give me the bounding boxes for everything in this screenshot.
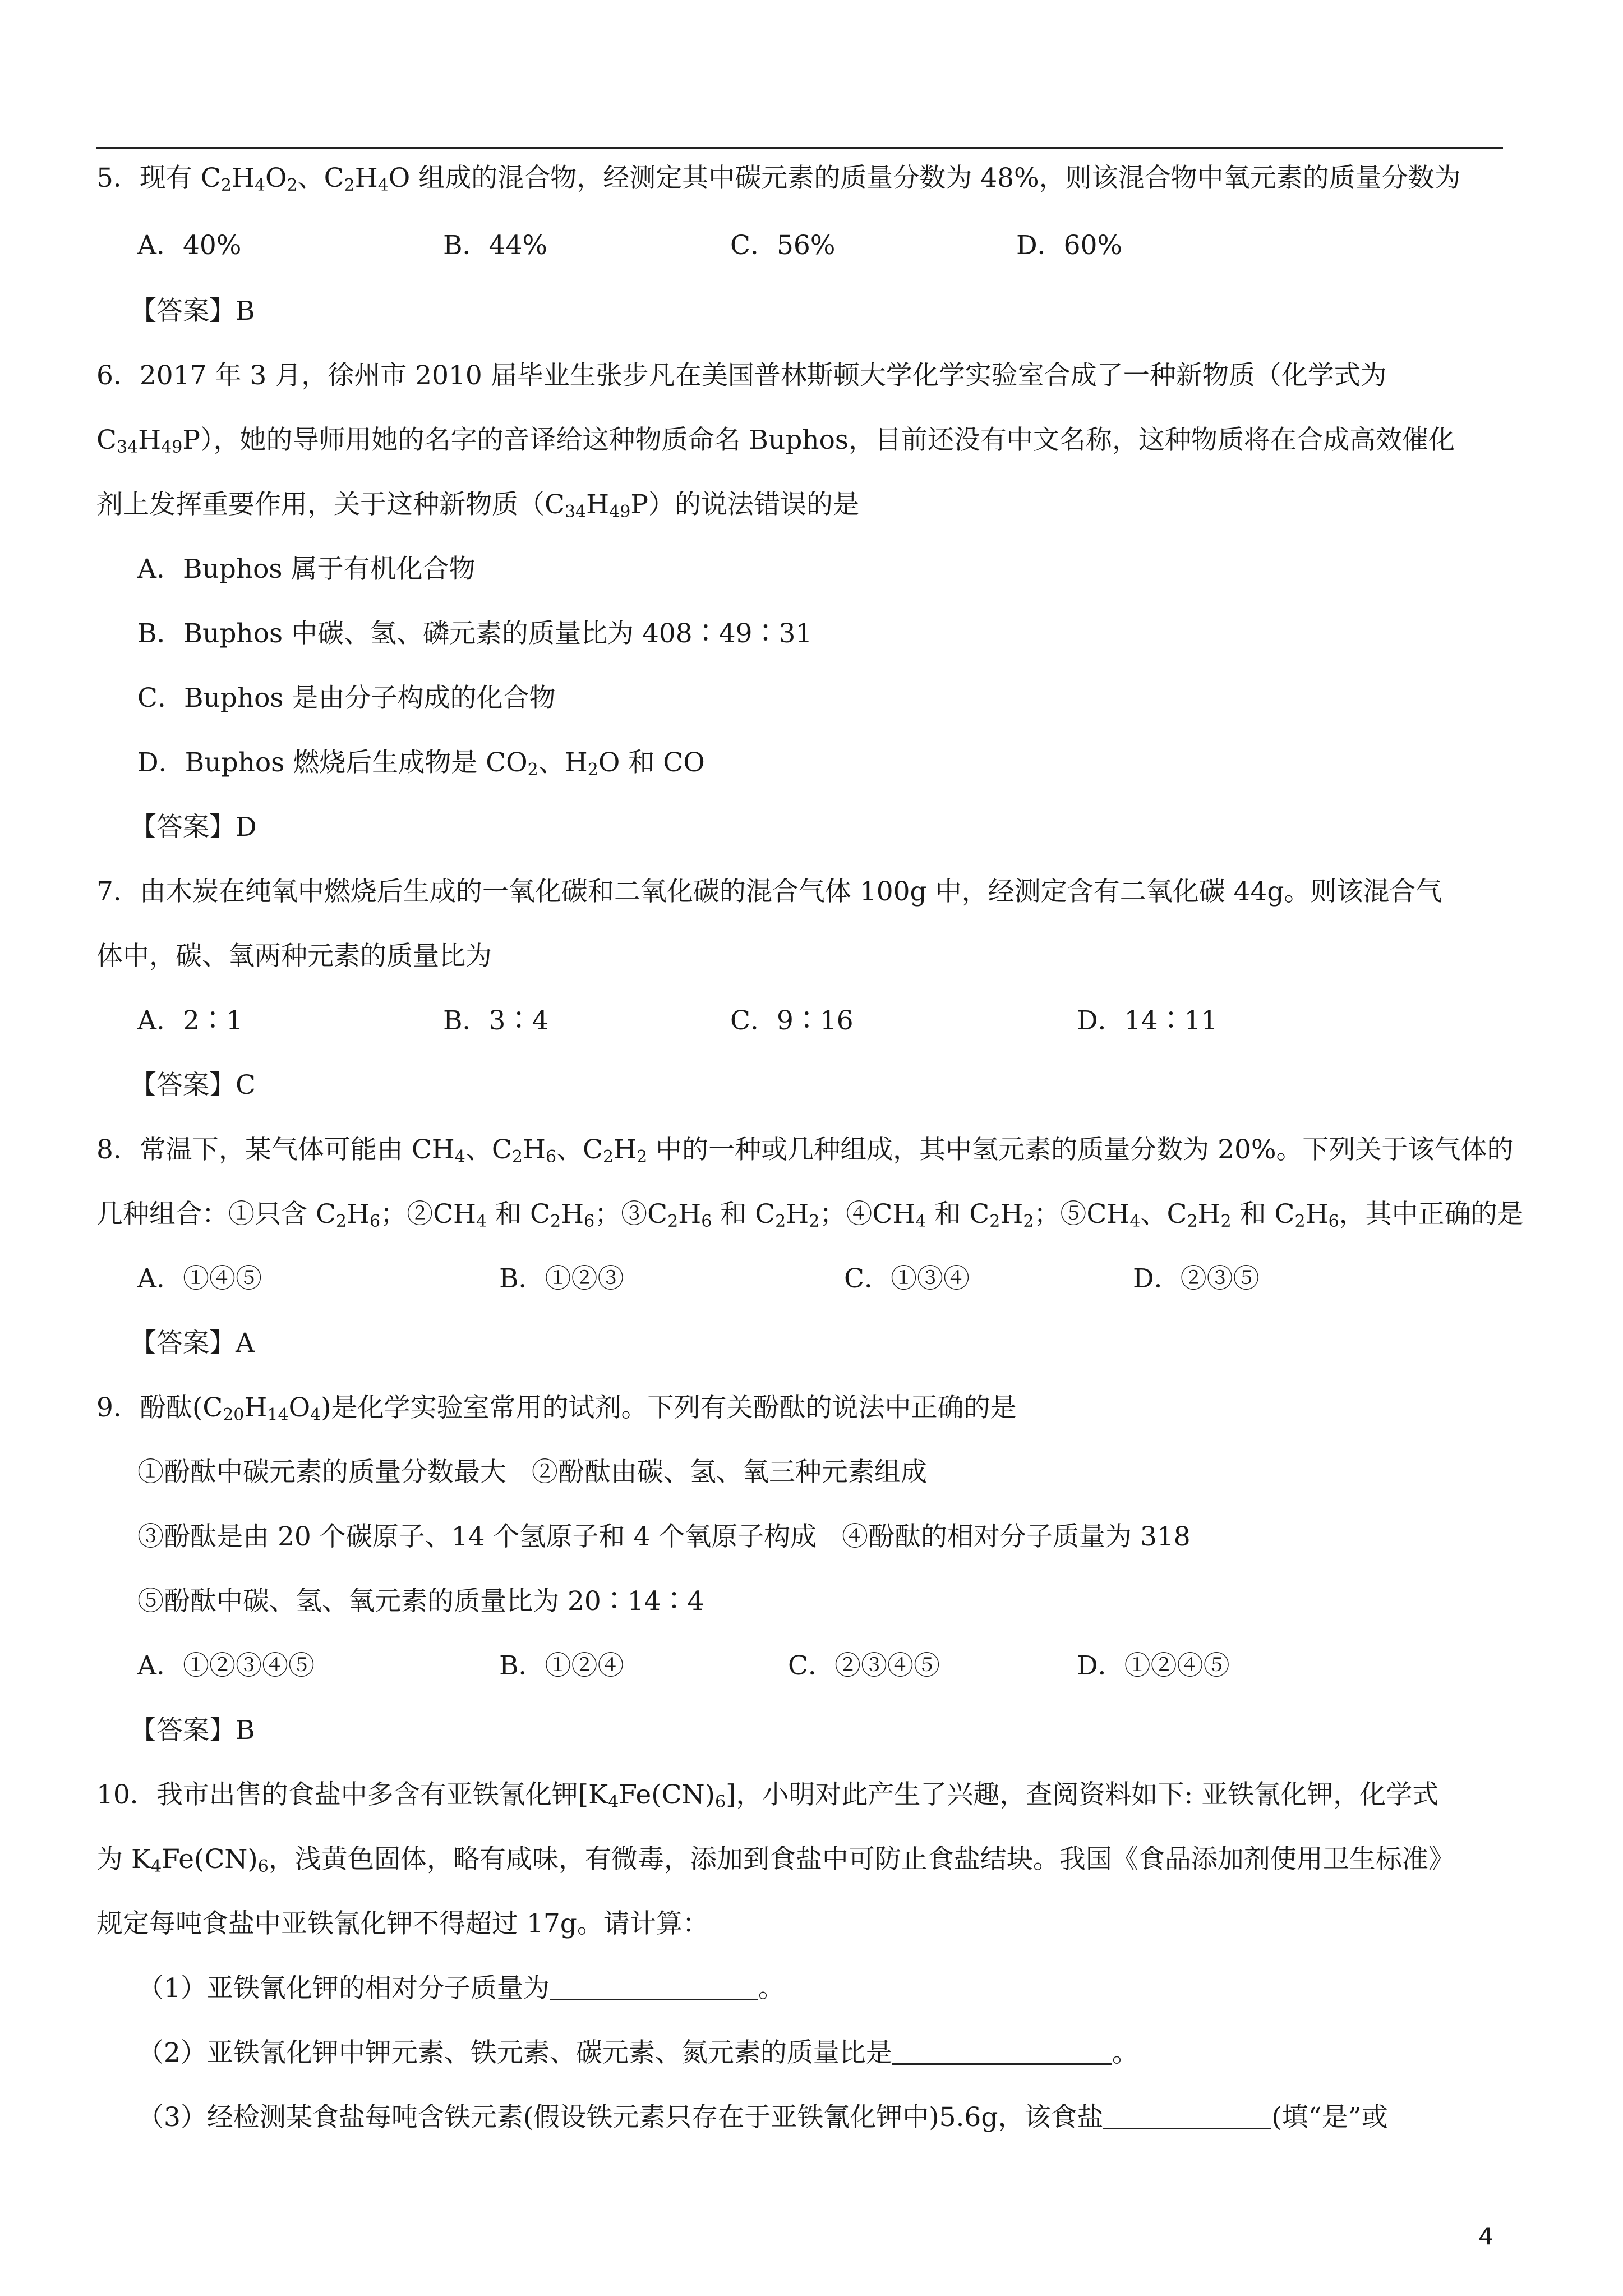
q8-answer: 【答案】A: [130, 1328, 255, 1359]
q10-stem-line1: 10．我市出售的食盐中多含有亚铁氰化钾$[K_4Fe(CN)_6]$，小明对此产生了兴趣，查阅资料如下: 亚铁氰化钾，化学式: [96, 1779, 1439, 1812]
q9-option-b: B．①②④: [499, 1650, 624, 1681]
q10-part-2: （2）亚铁氰化钾中钾元素、铁元素、碳元素、氮元素的质量比是 。: [137, 2037, 1138, 2068]
q6-stem-line2: $C_{34}H_{49}P$），她的导师用她的名字的音译给这种物质命名 Buphos，目前还没有中文名称，这种物质将在合成高效催化: [96, 425, 1455, 457]
q7-stem-line1: 7．由木炭在纯氧中燃烧后生成的一氧化碳和二氧化碳的混合气体 100g 中，经测定含有二氧化碳 44g。则该混合气: [96, 876, 1442, 907]
q10-stem-line2: 为 $K_4Fe(CN)_6$，浅黄色固体，略有咸味，有微毒，添加到食盐中可防止食盐结块。我国《食品添加剂使用卫生标准》: [96, 1844, 1455, 1876]
q7-option-c: C．9∶16: [730, 1005, 854, 1036]
q5-answer: 【答案】B: [130, 296, 255, 326]
q6-answer: 【答案】D: [130, 812, 257, 843]
q9-stem: 9．酚酞$(C_{20}H_{14}O_4)$是化学实验室常用的试剂。下列有关酚酞的说法中正确的是: [96, 1392, 1017, 1425]
q9-answer: 【答案】B: [130, 1715, 255, 1746]
q7-stem-line2: 体中，碳、氧两种元素的质量比为: [96, 941, 492, 972]
q9-statement-3-4: ③酚酞是由 20 个碳原子、14 个氢原子和 4 个氧原子构成 ④酚酞的相对分子质量为 318: [137, 1521, 1191, 1552]
q7-option-a: A．2∶1: [137, 1005, 243, 1036]
q8-option-a: A．①④⑤: [137, 1263, 262, 1294]
q9-option-a: A．①②③④⑤: [137, 1650, 315, 1681]
q8-stem-line1: 8．常温下，某气体可能由 $CH_4$、$C_2H_6$、$C_2H_2$ 中的一种或几种组成，其中氢元素的质量分数为 20%。下列关于该气体的: [96, 1134, 1514, 1167]
q8-stem-line2: 几种组合：①只含 $C_2H_6$；$②CH_4$ 和 $C_2H_6$；$③C_2H_6$ 和 $C_2H_2$；$④CH_4$ 和 $C_2H_2$；$⑤CH_4$、$C_2H_2$ 和 $C_2H_6$，其中正确的是: [96, 1199, 1524, 1231]
q5-stem: 5．现有 $C_2H_4O_2$、$C_2H_4O$ 组成的混合物，经测定其中碳元素的质量分数为 48%，则该混合物中氧元素的质量分数为: [96, 163, 1461, 195]
q5-option-a: A．40%: [137, 230, 242, 261]
q7-option-b: B．3∶4: [443, 1005, 549, 1036]
q6-option-d: D．Buphos 燃烧后生成物是 $CO_2$、$H_2O$ 和 CO: [137, 747, 705, 780]
q6-option-b: B．Buphos 中碳、氢、磷元素的质量比为 408∶49∶31: [137, 618, 813, 649]
q10-part-3: （3）经检测某食盐每吨含铁元素(假设铁元素只存在于亚铁氰化钾中)5.6g，该食盐 (填“是”或: [137, 2102, 1388, 2133]
q5-option-b: B．44%: [443, 230, 548, 261]
q6-stem-line1: 6．2017 年 3 月，徐州市 2010 届毕业生张步凡在美国普林斯顿大学化学实验室合成了一种新物质（化学式为: [96, 360, 1387, 391]
q5-option-c: C．56%: [730, 230, 836, 261]
q9-option-d: D．①②④⑤: [1077, 1650, 1230, 1681]
q10-stem-line3: 规定每吨食盐中亚铁氰化钾不得超过 17g。请计算：: [96, 1908, 709, 1939]
q8-option-c: C．①③④: [844, 1263, 970, 1294]
q8-option-b: B．①②③: [499, 1263, 624, 1294]
q5-option-d: D．60%: [1016, 230, 1123, 261]
q6-option-a: A．Buphos 属于有机化合物: [137, 554, 476, 585]
q10-blank-1[interactable]: [550, 1973, 758, 2000]
q7-answer: 【答案】C: [130, 1070, 256, 1101]
q6-stem-line3: 剂上发挥重要作用，关于这种新物质$(C_{34}H_{49}P)$的说法错误的是: [96, 489, 859, 522]
q10-blank-3[interactable]: [1103, 2102, 1271, 2129]
page-number: 4: [1478, 2223, 1493, 2250]
q9-statement-5: ⑤酚酞中碳、氢、氧元素的质量比为 20∶14∶4: [137, 1586, 704, 1617]
q8-option-d: D．②③⑤: [1133, 1263, 1260, 1294]
q10-blank-2[interactable]: [892, 2037, 1112, 2065]
q10-part-1: （1）亚铁氰化钾的相对分子质量为 。: [137, 1973, 785, 2004]
q7-option-d: D．14∶11: [1077, 1005, 1218, 1036]
q6-option-c: C．Buphos 是由分子构成的化合物: [137, 683, 556, 714]
q9-option-c: C．②③④⑤: [788, 1650, 940, 1681]
header-rule: [96, 147, 1503, 149]
q9-statement-1-2: ①酚酞中碳元素的质量分数最大 ②酚酞由碳、氢、氧三种元素组成: [137, 1457, 927, 1488]
